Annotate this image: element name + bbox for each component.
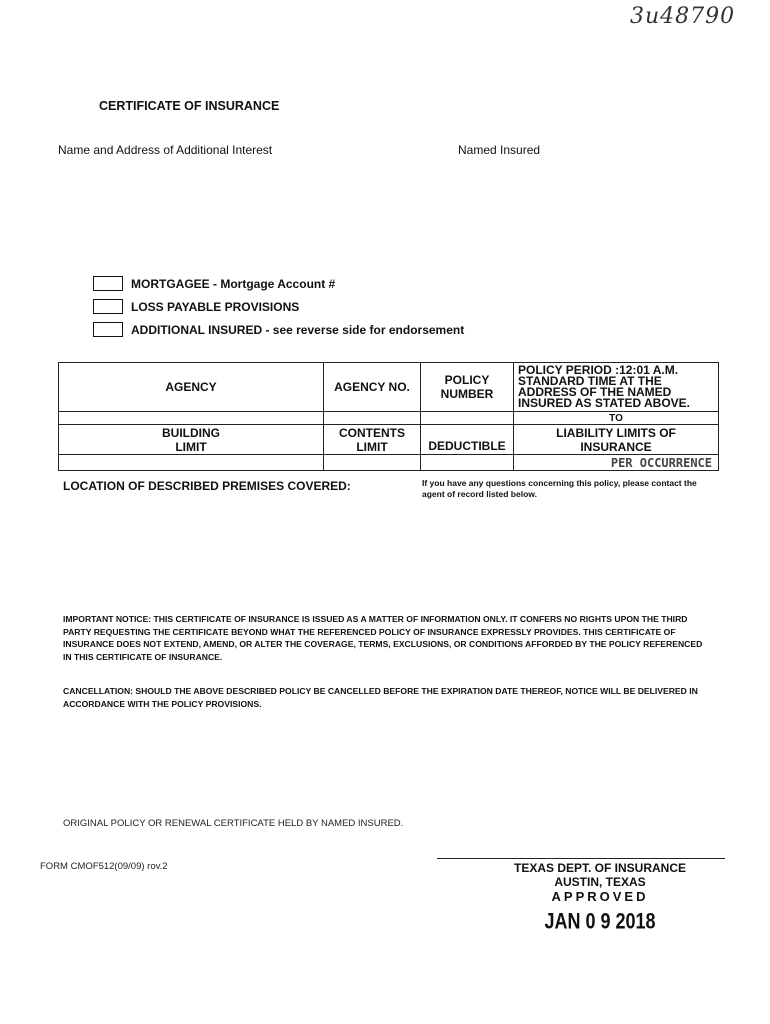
deductible-cell[interactable] (421, 455, 514, 471)
policy-info-table (58, 362, 719, 471)
stamp-approved: APPROVED (551, 889, 649, 904)
agency-header: AGENCY (59, 363, 324, 412)
policy-number-cell[interactable] (421, 412, 514, 425)
policy-period-to: TO (514, 412, 719, 425)
stamp-agency: TEXAS DEPT. OF INSURANCE (513, 861, 687, 875)
loss-payable-option (93, 299, 299, 314)
additional-insured-checkbox[interactable] (93, 322, 123, 337)
certificate-title: CERTIFICATE OF INSURANCE (99, 99, 280, 113)
loss-payable-label: LOSS PAYABLE PROVISIONS (131, 299, 300, 314)
original-policy-note: ORIGINAL POLICY OR RENEWAL CERTIFICATE HELD BY NAMED INSURED. (63, 818, 404, 829)
signature-line (437, 858, 725, 859)
additional-insured-option (93, 322, 464, 337)
building-limit-header: BUILDING LIMIT (59, 425, 324, 455)
mortgagee-label: MORTGAGEE - Mortgage Account # (131, 276, 336, 291)
additional-insured-label: ADDITIONAL INSURED - see reverse side for endorsement (131, 322, 465, 337)
approval-stamp (500, 861, 700, 933)
questions-note: If you have any questions concerning this policy, please contact the agent of record listed below. (422, 478, 697, 499)
agency-no-cell[interactable] (324, 412, 421, 425)
stamp-city: AUSTIN, TEXAS (554, 875, 646, 889)
cancellation-notice: CANCELLATION: SHOULD THE ABOVE DESCRIBED POLICY BE CANCELLED BEFORE THE EXPIRATION DATE THEREOF, NOTICE WILL BE DELIVERED IN ACCORDANCE WITH THE POLICY PROVISIONS. (63, 686, 698, 709)
policy-number-header: POLICY NUMBER (421, 363, 514, 412)
per-occurrence-label: PER OCCURRENCE (514, 455, 719, 471)
agency-no-header: AGENCY NO. (324, 363, 421, 412)
building-limit-cell[interactable] (59, 455, 324, 471)
policy-period-header: POLICY PERIOD :12:01 A.M. STANDARD TIME AT THE ADDRESS OF THE NAMED INSURED AS STATED ABOVE. (514, 363, 719, 412)
additional-interest-label: Name and Address of Additional Interest (58, 143, 273, 157)
form-number: FORM CMOF512(09/09) rov.2 (40, 861, 168, 872)
contents-limit-cell[interactable] (324, 455, 421, 471)
liability-limits-header: LIABILITY LIMITS OF INSURANCE (514, 425, 719, 455)
stamp-date: JAN 0 9 2018 (544, 908, 656, 934)
location-label: LOCATION OF DESCRIBED PREMISES COVERED: (63, 479, 351, 493)
mortgagee-checkbox[interactable] (93, 276, 123, 291)
important-notice: IMPORTANT NOTICE: THIS CERTIFICATE OF INSURANCE IS ISSUED AS A MATTER OF INFORMATION ONLY. IT CONFERS NO RIGHTS UPON THE THIRD PARTY REQUESTING THE CERTIFICATE BEYOND WHAT THE REFERENCED POLICY OF INSURANCE EXPRESSLY PROVIDES. THIS CERTIFICATE OF INSURANCE DOES NOT EXTEND, AMEND, OR ALTER THE COVERAGE, TERMS, EXCLUSIONS, OR CONDITIONS AFFORDED BY THE POLICY REFERENCED IN THIS CERTIFICATE OF INSURANCE. (63, 614, 703, 662)
mortgagee-option (93, 276, 335, 291)
deductible-header: DEDUCTIBLE (421, 425, 514, 455)
contents-limit-header: CONTENTS LIMIT (324, 425, 421, 455)
loss-payable-checkbox[interactable] (93, 299, 123, 314)
agency-cell[interactable] (59, 412, 324, 425)
named-insured-label: Named Insured (458, 143, 541, 157)
handwritten-document-number: 3u48790 (630, 4, 736, 29)
